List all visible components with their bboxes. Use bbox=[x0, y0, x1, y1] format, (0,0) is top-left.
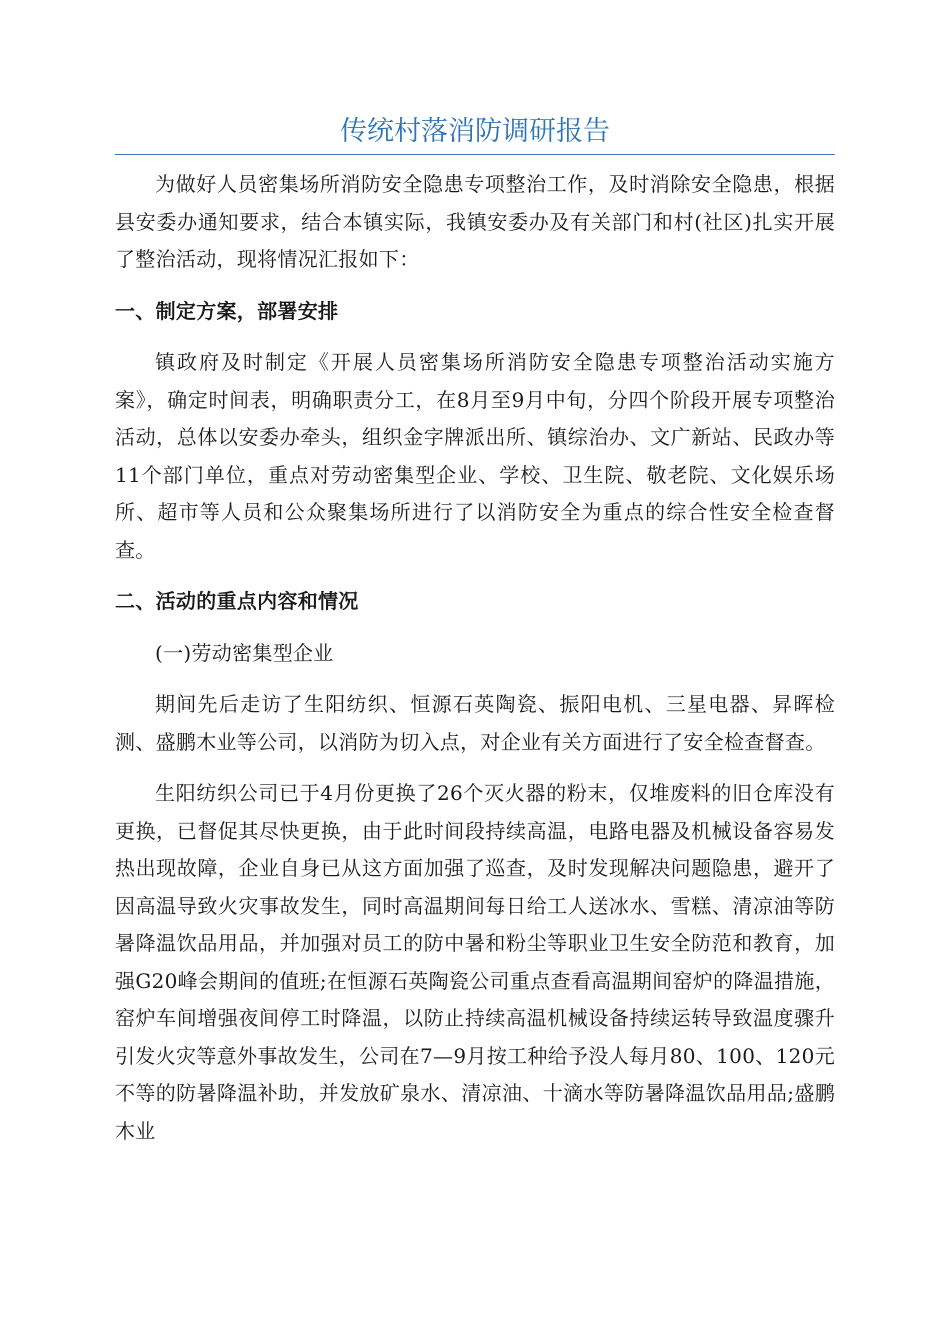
section-2-heading: 二、活动的重点内容和情况 bbox=[115, 589, 359, 613]
section-1-heading: 一、制定方案，部署安排 bbox=[115, 298, 339, 323]
section-2-paragraph-1: 期间先后走访了生阳纺织、恒源石英陶瓷、振阳电机、三星电器、昇晖检测、盛鹏木业等公司，以消防为切入点，对企业有关方面进行了安全检查督查。 bbox=[115, 692, 835, 754]
section-1-paragraph: 镇政府及时制定《开展人员密集场所消防安全隐患专项整治活动实施方案》，确定时间表，明确职责分工，在8月至9月中旬，分四个阶段开展专项整治活动，总体以安委办牵头，组织金字牌派出所、镇综治办、文广新站、民政办等11个部门单位，重点对劳动密集型企业、学校、卫生院、敬老院、文化娱乐场所、超市等人员和公众聚集场所进行了以消防安全为重点的综合性安全检查督查。 bbox=[115, 350, 835, 562]
intro-paragraph: 为做好人员密集场所消防安全隐患专项整治工作，及时消除安全隐患，根据县安委办通知要求，结合本镇实际，我镇安委办及有关部门和村(社区)扎实开展了整治活动，现将情况汇报如下： bbox=[115, 172, 835, 271]
document-body bbox=[115, 166, 835, 1164]
title-underline bbox=[115, 154, 835, 155]
section-2-paragraph-2: 生阳纺织公司已于4月份更换了26个灭火器的粉末，仅堆废料的旧仓库没有更换，已督促其尽快更换，由于此时间段持续高温，电路电器及机械设备容易发热出现故障，企业自身已从这方面加强了巡查，及时发现解决问题隐患，避开了因高温导致火灾事故发生，同时高温期间每日给工人送冰水、雪糕、清凉油等防暑降温饮品用品，并加强对员工的防中暑和粉尘等职业卫生安全防范和教育，加强G20峰会期间的值班;在恒源石英陶瓷公司重点查看高温期间窑炉的降温措施，窑炉车间增强夜间停工时降温，以防止持续高温机械设备持续运转导致温度骤升引发火灾等意外事故发生，公司在7—9月按工种给予没人每月80、100、120元不等的防暑降温补助，并发放矿泉水、清凉油、十滴水等防暑降温饮品用品;盛鹏木业 bbox=[115, 781, 835, 1143]
document-title: 传统村落消防调研报告 bbox=[340, 116, 610, 147]
section-2-subheading: (一)劳动密集型企业 bbox=[155, 640, 334, 665]
